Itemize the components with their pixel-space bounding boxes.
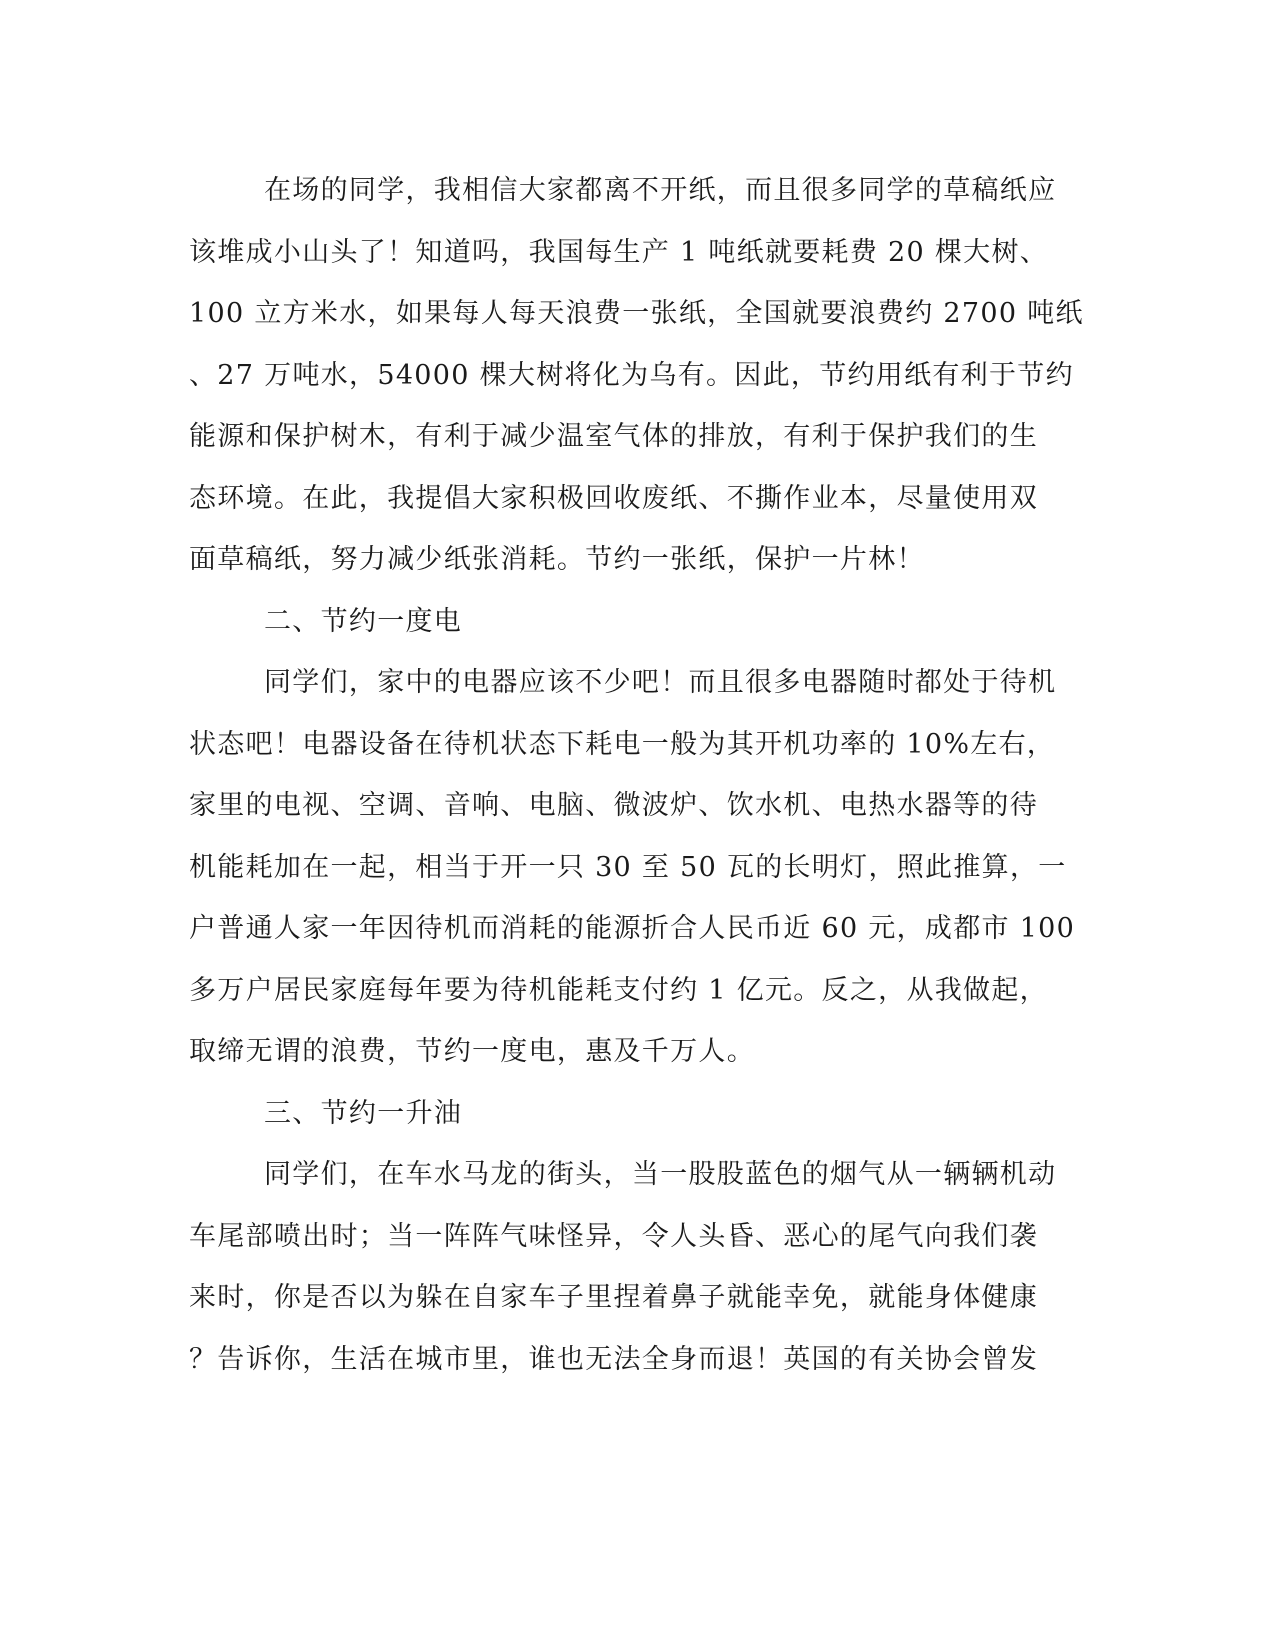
section-heading: 二、节约一度电: [264, 605, 463, 637]
text-line: ？告诉你，生活在城市里，谁也无法全身而退！英国的有关协会曾发: [189, 1343, 1038, 1375]
text-line: 态环境。在此，我提倡大家积极回收废纸、不撕作业本，尽量使用双: [189, 482, 1038, 514]
document-body: [189, 160, 1089, 1390]
text-line: 取缔无谓的浪费，节约一度电，惠及千万人。: [189, 1036, 755, 1067]
text-line: 该堆成小山头了！知道吗，我国每生产 1 吨纸就要耗费 20 棵大树、: [189, 236, 1049, 268]
text-line: 、27 万吨水，54000 棵大树将化为乌有。因此，节约用纸有利于节约: [189, 359, 1074, 391]
text-line: 车尾部喷出时；当一阵阵气味怪异，令人头昏、恶心的尾气向我们袭: [189, 1220, 1038, 1252]
text-line: 家里的电视、空调、音响、电脑、微波炉、饮水机、电热水器等的待: [189, 790, 1038, 821]
text-line: 同学们，家中的电器应该不少吧！而且很多电器随时都处于待机: [264, 667, 1057, 698]
text-line: 机能耗加在一起，相当于开一只 30 至 50 瓦的长明灯，照此推算，一: [189, 851, 1067, 883]
section-heading: 三、节约一升油: [264, 1097, 463, 1129]
text-line: 同学们，在车水马龙的街头，当一股股蓝色的烟气从一辆辆机动: [264, 1159, 1057, 1190]
text-line: 面草稿纸，努力减少纸张消耗。节约一张纸，保护一片林！: [189, 544, 925, 575]
text-line: 户普通人家一年因待机而消耗的能源折合人民币近 60 元，成都市 100: [189, 913, 1076, 944]
text-line: 在场的同学，我相信大家都离不开纸，而且很多同学的草稿纸应: [264, 175, 1057, 206]
text-line: 状态吧！电器设备在待机状态下耗电一般为其开机功率的 10%左右，: [189, 728, 1056, 760]
text-line: 能源和保护树木，有利于减少温室气体的排放，有利于保护我们的生: [189, 421, 1038, 452]
text-line: 100 立方米水，如果每人每天浪费一张纸，全国就要浪费约 2700 吨纸: [189, 298, 1084, 329]
text-line: 多万户居民家庭每年要为待机能耗支付约 1 亿元。反之，从我做起，: [189, 974, 1048, 1006]
text-line: 来时，你是否以为躲在自家车子里捏着鼻子就能幸免，就能身体健康: [189, 1282, 1038, 1313]
